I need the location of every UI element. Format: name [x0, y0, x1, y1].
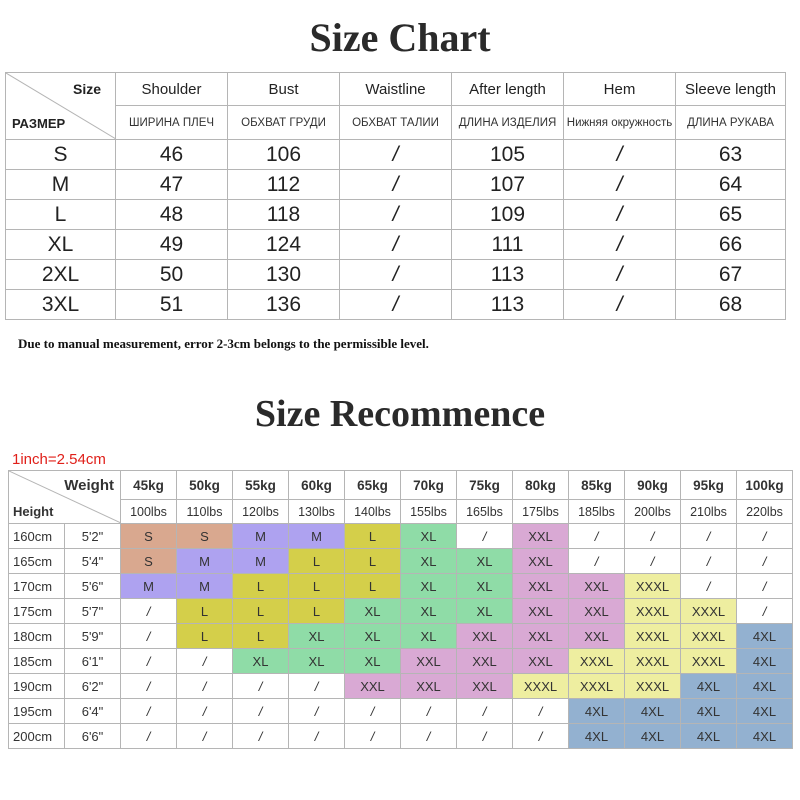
column-header-ru: ШИРИНА ПЛЕЧ [116, 106, 228, 140]
size-recommend-table [8, 470, 793, 749]
size-recommend-cell: S [177, 524, 233, 549]
weight-lbs-header: 175lbs [513, 500, 569, 524]
size-recommend-cell: / [457, 524, 513, 549]
measurement-cell: 68 [676, 290, 786, 320]
weight-kg-header: 45kg [121, 471, 177, 500]
table-row [6, 290, 786, 320]
size-recommend-cell: XXL [513, 624, 569, 649]
height-ft: 5'2" [65, 524, 121, 549]
height-ft: 5'7" [65, 599, 121, 624]
size-recommend-cell: XXXL [681, 649, 737, 674]
size-recommend-cell: XL [457, 549, 513, 574]
measurement-cell: 124 [228, 230, 340, 260]
size-recommend-cell: L [345, 549, 401, 574]
size-recommend-cell: XXXL [625, 649, 681, 674]
size-recommend-cell: / [681, 574, 737, 599]
height-cm: 180cm [9, 624, 65, 649]
measurement-note: Due to manual measurement, error 2-3cm belongs to the permissible level. [18, 336, 429, 351]
weight-lbs-header: 185lbs [569, 500, 625, 524]
size-recommend-cell: / [121, 599, 177, 624]
size-recommend-cell: / [121, 624, 177, 649]
measurement-cell: / [564, 260, 676, 290]
measurement-cell: 47 [116, 170, 228, 200]
table-row [9, 649, 793, 674]
size-recommend-cell: / [569, 549, 625, 574]
weight-lbs-header: 140lbs [345, 500, 401, 524]
size-recommend-cell: XL [289, 624, 345, 649]
size-recommend-cell: 4XL [681, 724, 737, 749]
size-recommend-cell: / [457, 699, 513, 724]
size-recommend-cell: / [737, 524, 793, 549]
weight-kg-header: 100kg [737, 471, 793, 500]
table-row [9, 624, 793, 649]
size-recommend-cell: / [457, 724, 513, 749]
measurement-cell: / [340, 260, 452, 290]
size-recommend-cell: XL [401, 574, 457, 599]
size-recommend-cell: 4XL [737, 724, 793, 749]
size-recommend-cell: M [121, 574, 177, 599]
size-recommend-cell: XXXL [681, 599, 737, 624]
size-recommend-cell: / [625, 524, 681, 549]
height-cm: 175cm [9, 599, 65, 624]
size-label: 2XL [6, 260, 116, 290]
table-row [6, 170, 786, 200]
size-chart-title: Size Chart [309, 15, 491, 60]
size-recommend-cell: XXL [569, 624, 625, 649]
size-recommend-cell: XL [401, 524, 457, 549]
inch-conversion-note: 1inch=2.54cm [12, 451, 106, 468]
height-ft: 5'9" [65, 624, 121, 649]
size-recommend-cell: XXXL [625, 574, 681, 599]
weight-kg-header: 85kg [569, 471, 625, 500]
table-row [6, 230, 786, 260]
size-recommend-cell: L [345, 574, 401, 599]
height-ft: 6'2" [65, 674, 121, 699]
measurement-cell: 105 [452, 140, 564, 170]
size-recommend-cell: 4XL [737, 699, 793, 724]
table-row [9, 524, 793, 549]
size-recommend-cell: / [233, 674, 289, 699]
size-recommend-cell: / [681, 549, 737, 574]
size-recommend-cell: XL [401, 599, 457, 624]
size-recommend-cell: / [121, 674, 177, 699]
measurement-cell: / [340, 140, 452, 170]
column-header-ru: ОБХВАТ ТАЛИИ [340, 106, 452, 140]
corner-weight-label: Weight [64, 477, 114, 494]
size-recommend-cell: / [737, 549, 793, 574]
measurement-cell: 136 [228, 290, 340, 320]
size-recommend-cell: / [513, 699, 569, 724]
size-recommend-cell: L [233, 624, 289, 649]
height-cm: 195cm [9, 699, 65, 724]
size-recommend-cell: XXXL [513, 674, 569, 699]
column-header-en: Shoulder [116, 73, 228, 106]
measurement-cell: 130 [228, 260, 340, 290]
weight-lbs-header: 200lbs [625, 500, 681, 524]
size-recommend-cell: / [233, 699, 289, 724]
size-recommend-cell: XXL [569, 574, 625, 599]
size-chart-table [5, 72, 786, 320]
size-recommend-cell: 4XL [681, 674, 737, 699]
weight-lbs-header: 110lbs [177, 500, 233, 524]
measurement-cell: 65 [676, 200, 786, 230]
size-recommend-cell: / [121, 724, 177, 749]
weight-lbs-header: 100lbs [121, 500, 177, 524]
size-recommend-cell: XL [401, 624, 457, 649]
size-recommend-cell: M [233, 524, 289, 549]
size-recommend-cell: XXL [513, 599, 569, 624]
size-recommend-cell: XXL [569, 599, 625, 624]
size-recommend-cell: XXL [401, 649, 457, 674]
weight-kg-header: 80kg [513, 471, 569, 500]
size-recommend-cell: L [289, 599, 345, 624]
table-row [6, 260, 786, 290]
height-ft: 5'4" [65, 549, 121, 574]
column-header-ru: Нижняя окружность [564, 106, 676, 140]
size-recommend-cell: XXXL [569, 649, 625, 674]
height-ft: 6'6" [65, 724, 121, 749]
height-cm: 200cm [9, 724, 65, 749]
measurement-cell: / [340, 200, 452, 230]
measurement-cell: 113 [452, 260, 564, 290]
column-header-en: Bust [228, 73, 340, 106]
weight-kg-header: 50kg [177, 471, 233, 500]
size-recommend-cell: / [177, 674, 233, 699]
size-recommend-cell: XXXL [569, 674, 625, 699]
height-ft: 6'1" [65, 649, 121, 674]
table-row [9, 699, 793, 724]
weight-lbs-header: 120lbs [233, 500, 289, 524]
size-recommend-cell: XXL [513, 649, 569, 674]
size-recommend-cell: L [345, 524, 401, 549]
size-recommend-cell: XL [345, 649, 401, 674]
size-label: 3XL [6, 290, 116, 320]
size-recommend-cell: L [177, 599, 233, 624]
size-recommend-cell: XXL [457, 674, 513, 699]
size-recommend-cell: 4XL [569, 699, 625, 724]
size-recommend-cell: / [401, 724, 457, 749]
table-row [9, 599, 793, 624]
size-recommend-cell: / [513, 724, 569, 749]
size-recommend-cell: XXL [513, 549, 569, 574]
weight-lbs-header: 155lbs [401, 500, 457, 524]
size-recommend-title: Size Recommence [254, 393, 546, 435]
size-recommend-cell: 4XL [625, 699, 681, 724]
size-recommend-cell: / [177, 649, 233, 674]
corner-ru-label: РАЗМЕР [12, 116, 66, 131]
column-header-en: Waistline [340, 73, 452, 106]
measurement-cell: 111 [452, 230, 564, 260]
measurement-cell: 107 [452, 170, 564, 200]
size-recommend-cell: L [233, 599, 289, 624]
size-chart-corner [6, 73, 116, 140]
weight-kg-header: 60kg [289, 471, 345, 500]
table-row [9, 724, 793, 749]
recommend-corner [9, 471, 121, 524]
column-header-ru: ДЛИНА ИЗДЕЛИЯ [452, 106, 564, 140]
size-label: XL [6, 230, 116, 260]
size-recommend-cell: S [121, 524, 177, 549]
height-cm: 165cm [9, 549, 65, 574]
size-recommend-cell: / [625, 549, 681, 574]
measurement-cell: 64 [676, 170, 786, 200]
size-label: M [6, 170, 116, 200]
measurement-cell: 113 [452, 290, 564, 320]
measurement-cell: 66 [676, 230, 786, 260]
corner-height-label: Height [13, 504, 54, 519]
weight-lbs-header: 210lbs [681, 500, 737, 524]
size-recommend-cell: 4XL [681, 699, 737, 724]
size-recommend-cell: / [345, 724, 401, 749]
measurement-cell: 106 [228, 140, 340, 170]
measurement-cell: / [564, 170, 676, 200]
size-recommend-cell: L [177, 624, 233, 649]
weight-lbs-header: 220lbs [737, 500, 793, 524]
size-recommend-cell: XXXL [681, 624, 737, 649]
size-recommend-cell: S [121, 549, 177, 574]
size-recommend-cell: XXL [513, 574, 569, 599]
size-recommend-cell: 4XL [737, 649, 793, 674]
size-recommend-cell: 4XL [737, 624, 793, 649]
size-recommend-cell: XL [345, 624, 401, 649]
measurement-cell: / [564, 230, 676, 260]
size-recommend-cell: XL [457, 574, 513, 599]
height-cm: 160cm [9, 524, 65, 549]
size-recommend-cell: / [233, 724, 289, 749]
size-recommend-cell: M [177, 549, 233, 574]
height-cm: 190cm [9, 674, 65, 699]
size-recommend-cell: / [345, 699, 401, 724]
weight-kg-header: 75kg [457, 471, 513, 500]
column-header-ru: ДЛИНА РУКАВА [676, 106, 786, 140]
weight-kg-header: 90kg [625, 471, 681, 500]
measurement-cell: 51 [116, 290, 228, 320]
size-recommend-cell: / [737, 599, 793, 624]
size-recommend-cell: / [569, 524, 625, 549]
weight-kg-header: 65kg [345, 471, 401, 500]
measurement-cell: / [340, 170, 452, 200]
measurement-cell: / [340, 290, 452, 320]
weight-kg-header: 70kg [401, 471, 457, 500]
corner-size-label: Size [72, 81, 101, 97]
height-cm: 185cm [9, 649, 65, 674]
measurement-cell: 63 [676, 140, 786, 170]
size-recommend-cell: XXL [401, 674, 457, 699]
size-recommend-cell: / [121, 649, 177, 674]
size-recommend-cell: XXL [457, 649, 513, 674]
column-header-en: Sleeve length [676, 73, 786, 106]
measurement-cell: / [340, 230, 452, 260]
measurement-cell: 48 [116, 200, 228, 230]
size-recommend-cell: XXXL [625, 599, 681, 624]
column-header-ru: ОБХВАТ ГРУДИ [228, 106, 340, 140]
measurement-cell: / [564, 200, 676, 230]
size-recommend-cell: / [177, 724, 233, 749]
weight-lbs-header: 165lbs [457, 500, 513, 524]
height-cm: 170cm [9, 574, 65, 599]
measurement-cell: / [564, 290, 676, 320]
column-header-en: Hem [564, 73, 676, 106]
weight-kg-header: 95kg [681, 471, 737, 500]
size-recommend-cell: 4XL [737, 674, 793, 699]
size-recommend-cell: XL [457, 599, 513, 624]
size-recommend-cell: M [233, 549, 289, 574]
size-recommend-cell: 4XL [625, 724, 681, 749]
measurement-cell: 50 [116, 260, 228, 290]
measurement-cell: 112 [228, 170, 340, 200]
size-recommend-cell: / [289, 724, 345, 749]
size-recommend-cell: XL [289, 649, 345, 674]
measurement-cell: 67 [676, 260, 786, 290]
table-row [6, 200, 786, 230]
size-recommend-cell: 4XL [569, 724, 625, 749]
size-recommend-cell: / [401, 699, 457, 724]
size-recommend-cell: / [737, 574, 793, 599]
height-ft: 5'6" [65, 574, 121, 599]
size-recommend-cell: XXL [457, 624, 513, 649]
size-recommend-cell: XXL [345, 674, 401, 699]
weight-lbs-header: 130lbs [289, 500, 345, 524]
table-row [6, 140, 786, 170]
size-recommend-cell: L [289, 574, 345, 599]
measurement-cell: 109 [452, 200, 564, 230]
measurement-cell: / [564, 140, 676, 170]
table-row [9, 549, 793, 574]
size-recommend-cell: XL [345, 599, 401, 624]
height-ft: 6'4" [65, 699, 121, 724]
size-recommend-cell: / [121, 699, 177, 724]
table-row [9, 674, 793, 699]
size-recommend-cell: L [233, 574, 289, 599]
measurement-cell: 49 [116, 230, 228, 260]
size-label: S [6, 140, 116, 170]
size-recommend-cell: / [289, 699, 345, 724]
size-recommend-cell: L [289, 549, 345, 574]
table-row [9, 574, 793, 599]
size-recommend-cell: / [289, 674, 345, 699]
size-label: L [6, 200, 116, 230]
size-recommend-cell: XL [401, 549, 457, 574]
column-header-en: After length [452, 73, 564, 106]
size-recommend-cell: XXXL [625, 624, 681, 649]
measurement-cell: 46 [116, 140, 228, 170]
size-recommend-cell: XXXL [625, 674, 681, 699]
size-recommend-cell: M [177, 574, 233, 599]
weight-kg-header: 55kg [233, 471, 289, 500]
size-recommend-cell: M [289, 524, 345, 549]
size-recommend-cell: XXL [513, 524, 569, 549]
size-recommend-cell: / [681, 524, 737, 549]
size-recommend-cell: / [177, 699, 233, 724]
measurement-cell: 118 [228, 200, 340, 230]
size-recommend-cell: XL [233, 649, 289, 674]
